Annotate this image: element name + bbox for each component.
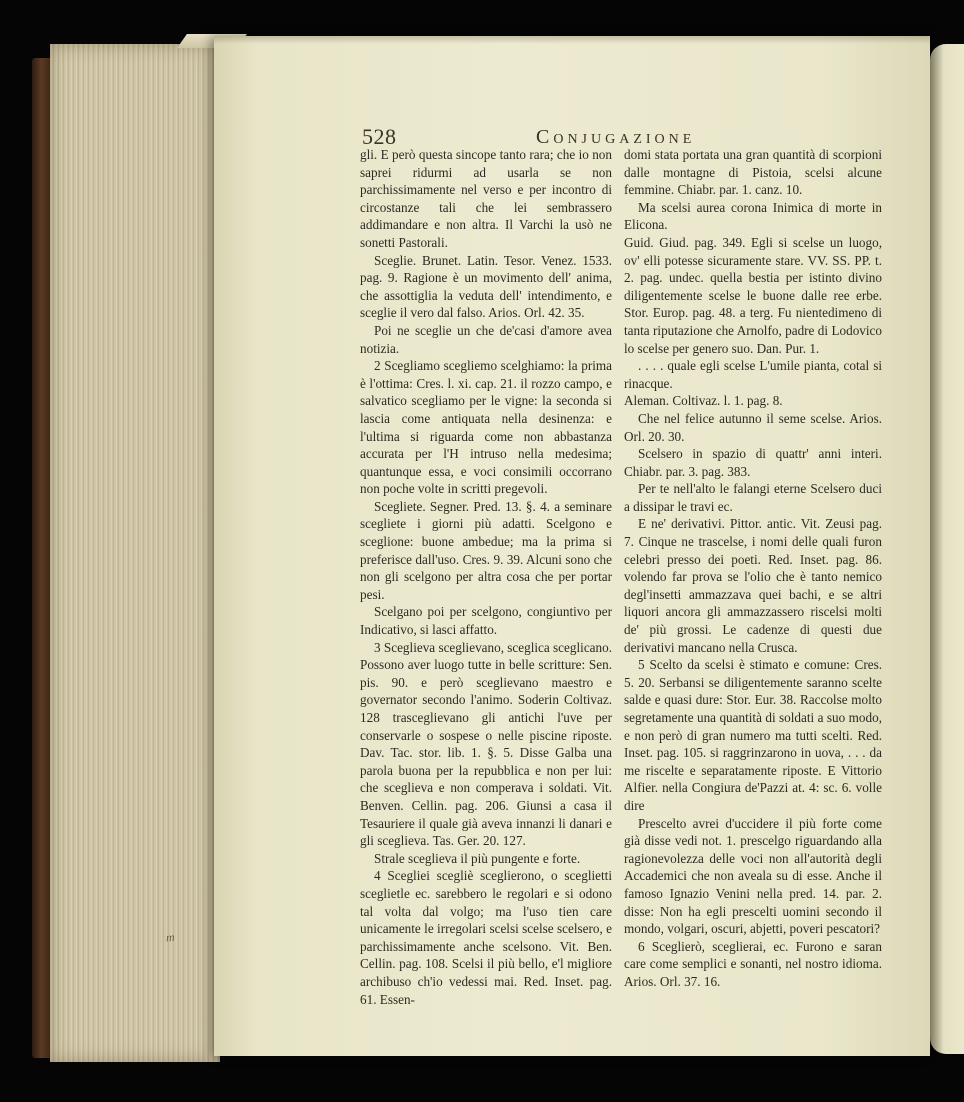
verse: Per te nell'alto le falangi eterne Scelsero duci a dissipar le travi ec.: [624, 481, 882, 514]
paragraph: 3 Sceglieva sceglievano, sceglica sceglicano. Possono aver luogo tutte in belle scritture: Sen. pis. 90. e però sceglievano maestro e governator secondo l'animo. Soderin Coltivaz. 128 trasceglievano gli antichi l'uve per conservarle o sospese o nelle piscine riposte. Dav. Tac. stor. lib. 1. §. 5. Disse Galba una parola buona per la repubblica e non per lui: che sceglieva e non comperava i soldati. Vit. Benven. Cellin. pag. 206. Giunsi a casa il Tesauriere il quale già aveva innanzi li danari e gli sceglieva. Tas. Ger. 20. 127.: [360, 639, 613, 849]
paragraph: Strale sceglieva il più pungente e forte.: [374, 850, 581, 866]
paragraph: 4 Scegliei scegliè sceglierono, o sceglietti sceglietle ec. sarebbero le regolari e si odono tal volta dal volgo; ma l'uso tien care unicamente le irregolari scelsi scelse scelsero, e parchissimamente anche scelsono. Vit. Ben. Cellin. pag. 108. Scelsi il più bello, e'l migliore archibuso ch'io vedessi mai. Red. Inset. pag. 61. Essen-: [360, 868, 612, 1007]
book-cover-spine: [32, 58, 52, 1058]
paragraph: Scelsero in spazio di quattr' anni interi. Chiabr. par. 3. pag. 383.: [624, 446, 882, 479]
paragraph: Scegliete. Segner. Pred. 13. §. 4. a seminare scegliete i giorni più adatti. Scelgono e sceglione: buone ambedue; ma la prima si preferisce dall'uso. Cres. 9. 39. Alcuni sono che non gli scelgono per altra cosa che per portar pesi.: [360, 498, 612, 602]
paragraph: Scelgano poi per scelgono, congiuntivo per Indicativo, si lasci affatto.: [360, 604, 612, 638]
paragraph: Sceglie. Brunet. Latin. Tesor. Venez. 1533. pag. 9. Ragione è un movimento dell' anima, che assottiglia la veduta dell' intendimento, e sceglie il vero dal falso. Arios. Orl. 42. 35.: [360, 252, 612, 321]
verse: Ma scelsi aurea corona Inimica di morte in Elicona.: [624, 199, 882, 233]
page-number: 528: [362, 124, 397, 149]
paragraph: 2 Scegliamo scegliemo scelghiamo: la prima è l'ottima: Cres. l. xi. cap. 21. il rozzo campo, e salvatico scegliamo per le vigne: la seconda si lascia come antiquata nella desinenza: e l'ultima si riguarda come non abbastanza accurata per l'H intruso nella medesima; quantunque essa, e voci consimili occorrano non poche volte in scritti pregevoli.: [360, 358, 612, 497]
paragraph: E ne' derivativi. Pittor. antic. Vit. Zeusi pag. 7. Cinque ne trascelse, i nomi delle quali furon celebri presso dei poeti. Red. Inset. pag. 86. volendo far prova se l'olio che è tanto nemico degl'insetti ammazzava quei bachi, e se altri liquori ancora gli ammazzassero riscelsi molti de' più grossi. Le cadenze di questi due derivativi mancano nella Crusca.: [624, 516, 882, 655]
verse: Che nel felice autunno il seme scelse. Arios. Orl. 20. 30.: [624, 410, 882, 444]
verse: . . . . quale egli scelse L'umile pianta, cotal si rinacque.: [624, 358, 882, 391]
margin-note: m: [165, 929, 176, 945]
paragraph: Guid. Giud. pag. 349. Egli si scelse un luogo, ov' elli potesse sicuramente stare. VV. SS. PP. t. 2. pag. undec. quella bestia per istinto divino diligentemente scelse le buone dalle ree erbe. Stor. Europ. pag. 48. a terg. Fu nientedimeno di tanta riputazione che Arnolfo, padre di Lodovico lo scelse per genero suo. Dan. Pur. 1.: [624, 234, 882, 356]
paragraph: Prescelto avrei d'uccidere il più forte come già disse vedi not. 1. prescelgo riguardando alla ragionevolezza delle voci non all'autorità degli Accademici che non aveala su di esse. Anche il famoso Ignazio Venini nella pred. 14. par. 2. disse: Non ha egli prescelti uomini secondo il mondo, volgari, oscuri, abjetti, poveri pescatori?: [624, 815, 882, 937]
page-edges: [50, 44, 220, 1062]
paragraph: 6 Sceglierò, sceglierai, ec. Furono e saran care come semplici e sonanti, nel nostro idioma. Arios. Orl. 37. 16.: [624, 938, 882, 989]
left-text-column: [360, 146, 612, 1008]
paragraph: gli. E però questa sincope tanto rara; che io non saprei ridurmi ad usarla se non parchissimamente nel verso e per incontro di circostanze tali che lei sembrassero addimandare e non altra. Il Varchi la usò ne sonetti Pastorali.: [360, 147, 612, 250]
right-text-column: [624, 146, 882, 991]
citation: Aleman. Coltivaz. l. 1. pag. 8.: [624, 393, 783, 409]
facing-page-edge: [930, 44, 964, 1054]
paragraph: domi stata portata una gran quantità di scorpioni dalle montagne di Pistoia, scelsi alcune femmine. Chiabr. par. 1. canz. 10.: [624, 147, 882, 198]
running-head: Conjugazione: [536, 126, 696, 148]
paragraph: Poi ne sceglie un che de'casi d'amore avea notizia.: [360, 322, 612, 356]
paragraph: 5 Scelto da scelsi è stimato e comune: Cres. 5. 20. Serbansi se diligentemente saranno scelte salde e quasi dure: Stor. Eur. 38. Raccolse molto segretamente una quantità di soldati a suo modo, e non però di gran numero ma tutti scelti. Red. Inset. pag. 105. si raggrinzarono in uova, . . . da me riscelte e separatamente riposte. E Vittorio Alfier. nella Congiura de'Pazzi at. 4: sc. 6. volle dire: [624, 657, 882, 813]
page-top-shadow: [214, 36, 930, 44]
